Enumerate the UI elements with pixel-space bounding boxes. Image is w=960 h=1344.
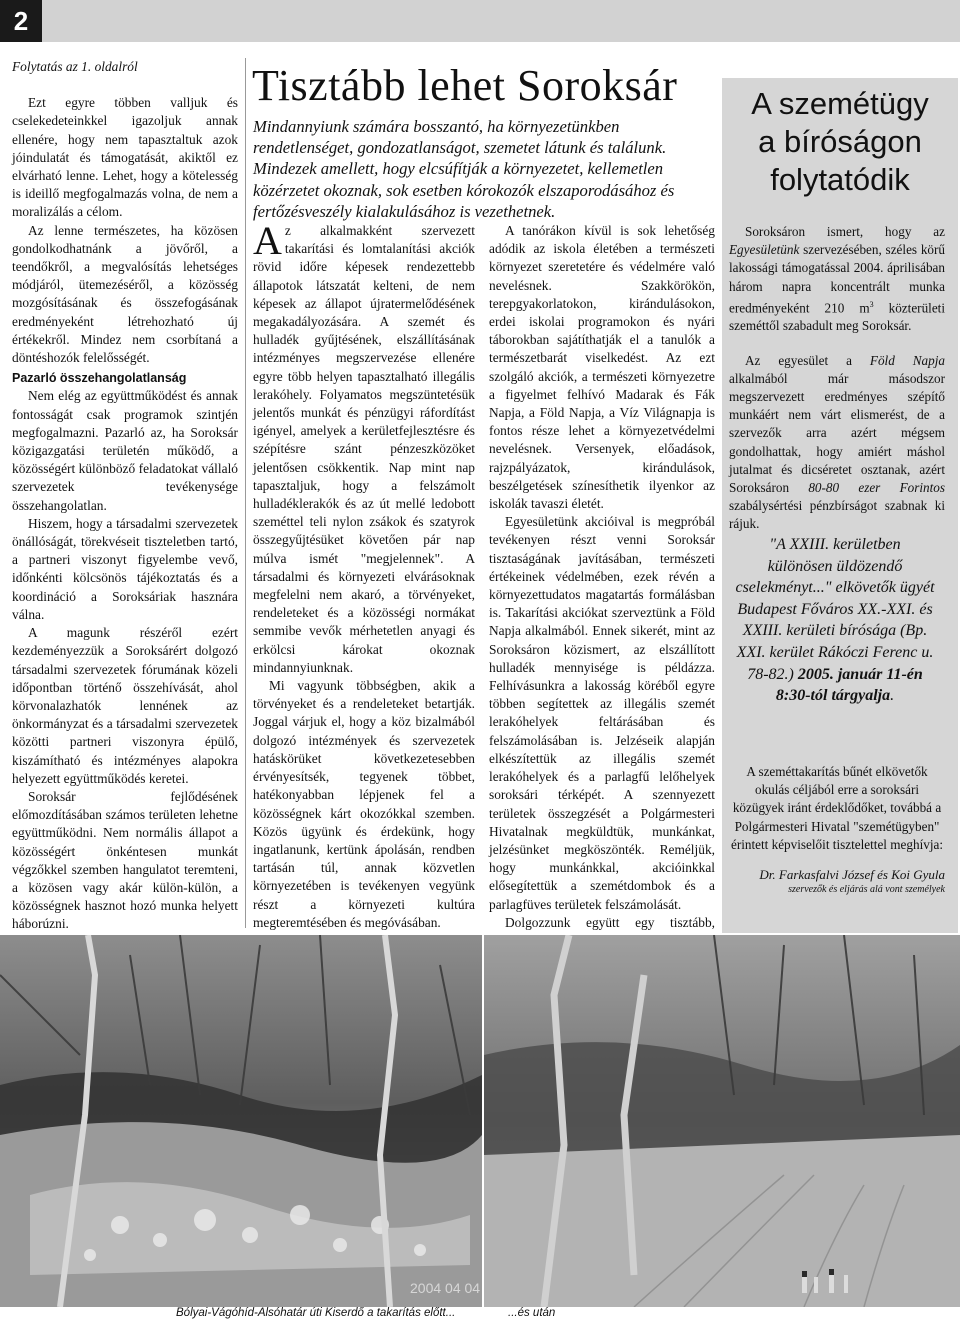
sidebar-signers-role: szervezők és eljárás alá vont személyek: [788, 884, 945, 895]
left-article: [12, 58, 238, 992]
photo-after-image: [484, 935, 960, 1307]
left-subheading: Pazarló összehangolatlanság: [12, 371, 187, 386]
photo-caption-after: ...és után: [508, 1307, 556, 1319]
photo-before-image: [0, 935, 482, 1307]
main-paragraph: Mi vagyunk többségben, akik a törvényeket és a rendeleteket betartják. Joggal várjuk el, hogy a köz bizalmából dolgozó intézmények és szervezetek hatáskörüket következetesebben érvényesítsék, tegyenek többet, hatékonyabban lépjenek fel a közösségnek kárt okozókkal szemben. Közös ügyünk és érdekünk, hogy ingatlanunk, kertünk ápolásán, rendben tartásán túl, annak közvetlen környezetében is tevékenyen vegyünk részt a környezeti kultúra megteremtésében és megóvásában.: [253, 678, 475, 930]
text-run: Egyesületünk: [729, 242, 800, 258]
text-run: szervezésében, széles körű lakossági támogatással 2004. áprilisában három napra koncentrált munka eredményeként 210 m: [729, 242, 945, 316]
text-run: alkalmából már másodszor megszervezett eredményes szépítő munkáért nem várt elismerést, de a szervezők arra azért mégsem gondolhattak, hogy amiért máshol jutalmat és dicséretet osztanak, azért Soroksáron: [729, 370, 945, 496]
main-first-paragraph-text: z alkalmakként szervezett takarítási és lomtalanítási akciók rövid időre képesek rendezettebb állapotok látszatát kelteni, de nem képesek az állapot újratermelődésének megakadályozására. A szemét és hulladék gyűjtésének, elszállításának intézményes megszervezése ellenére egyre több helyen tapasztalható illegális lerakóhely. Folyamatos megszüntetésük jelentős munkát és pénzügyi ráfordítást igényel, amelyek a kerületfejlesztésre és szépítésre szánt pénzeszközöket jelentősen csökkentik. Nap mint nap tapasztaljuk, hogy a felszámolt hulladéklerakók és az út mellé ledobott szeméttel teli nylon zsákok és szatyrok összegyűjtésüket követően pár nap múlva ismét "megjelennek". A társadalmi és környezeti elvárásoknak megfelelni nem akaró, a törvényeket, rendeleteket és a közösségi normákat semmibe vevők mérhetetlen anyagi és erkölcsi károkat okoznak mindannyiunknak.: [253, 223, 475, 675]
sidebar-text: [729, 223, 945, 534]
continuation-note: Folytatás az 1. oldalról: [12, 59, 138, 74]
text-run: 3: [869, 299, 874, 309]
dropcap-letter: A: [253, 218, 282, 263]
text-run: szabálysértési pénzbírságot szabnak ki rájuk.: [729, 498, 945, 532]
page-header-bar: [0, 0, 960, 42]
left-paragraph: Nem elég az együttműködést és annak fontosságát csak programok szintjén megfogalmazni. Pazarló az, ha Soroksár közigazgatási területén működő, a közösségért különböző feladatokat vállaló szervezetek tevékenysége összehangolatlan.: [12, 388, 238, 513]
main-article-column-2: [489, 222, 715, 1009]
sidebar-title-line: folytatódik: [770, 162, 910, 197]
photo-after-cleanup: [484, 935, 960, 1307]
left-paragraph: A magunk részéről ezért kezdeményezzük a Soroksárért dolgozó társadalmi szervezetek fórumának közeli időpontban történő összehívását, ahol körvonalazhatók lennének az önkormányzat és a társadalmi szervezetek közötti partneri viszonyra épülő, kiszámítható és intézményes alapokra helyezett együttműködés keretei.: [12, 625, 238, 786]
text-run: Föld Napja: [869, 352, 945, 368]
sidebar-title-line: A szemétügy: [751, 86, 929, 121]
callout-date: 2005. január 11-én: [797, 665, 923, 683]
column-divider: [245, 58, 246, 928]
callout-time: 8:30-tól tárgyalja: [775, 687, 891, 705]
sidebar-paragraph: [729, 352, 945, 534]
callout-end: .: [890, 687, 895, 705]
sidebar-title-line: a bíróságon: [758, 124, 922, 159]
sidebar-signers: Dr. Farkasfalvi József és Koi Gyula: [759, 867, 945, 882]
sidebar-closing: A szeméttakarítás bűnét elkövetők okulás céljából erre a soroksári közügyek iránt érdeklődőket, továbbá a Polgármesteri Hivatal "szemétügyben" érintett képviselőit tisztelettel meghívja:: [730, 764, 944, 852]
photo-caption-before: Bólyai-Vágóhíd-Alsóhatár úti Kiserdő a takarítás előtt...: [176, 1307, 456, 1319]
main-paragraph: Egyesületünk akcióival is megpróbál tevékenyen részt venni Soroksár tisztaságának javításában, természeti értékeinek védelmében, ezek révén a környezettudatos magatartás formálásban is. Takarítási akciókat szerveztünk a Föld Napja alkalmából. Ennek sikerét, mint az Soroksáron közismert, az elszállított hulladék mennyisége is példázza. Felhívásunkra a lakosság köréből egyre többen segítettek az illegális szemét lerakóhelyek feltárásában és felszámolásában is. Jelzéseik alapján elkészítettük az illegális szemét lerakóhelyek és a parlagfű lelőhelyek soroksári térképét. A szennyezett területek összegzését a Polgármesteri Hivatalnak megküldtük, munkánkat, jelzésünket megköszönték. Reméljük, hogy munkánkkal, akcióinkkal elősegítettük a szemétdombok és a parlagfüves területek felszámolását.: [489, 514, 715, 912]
callout-text: "A XXIII. kerületben különösen üldözendő cselekményt..." elkövetők ügyét Budapest Főváros XX.-XXI. és XXIII. kerületi bírósága (Bp. XXI. kerület Rákóczi Ferenc u. 78-82.): [735, 536, 935, 683]
court-callout: [735, 534, 935, 707]
main-first-paragraph: [253, 218, 475, 677]
left-paragraph: Hiszem, hogy a társadalmi szervezetek önállóságát, törekvéseit tiszteletben tartó, a partneri viszonyt figyelembe vevő, időnkénti kölcsönös tájékoztatás és a koordináció a Soroksáriak hasznára válna.: [12, 515, 238, 622]
left-paragraph: Az lenne természetes, ha közösen gondolkodhatnánk a jövőről, a teendőkről, a megvalósítás lehetséges módjáról, ütemezéséről, a közösség mozgósításának és összefogásának eredményeként létrehozható új értékekről. Mindez nem csorbítaná a döntéshozók felelősségét.: [12, 222, 238, 366]
article-lead: Mindannyiunk számára bosszantó, ha környezetünkben rendetlenséget, gondozatlanságot, szemetet látunk és találunk. Mindezek amellett, hogy elcsúfítják a környezetet, kellemetlen közérzetet okoznak, sok esetben kórokozók elszaporodásához és fertőzésveszély kialakulásához is vezethetnek.: [253, 117, 675, 221]
photo-before-cleanup: [0, 935, 482, 1307]
text-run: Az egyesület a: [745, 352, 870, 368]
photo-date-stamp: 2004 04 04: [410, 1280, 481, 1296]
main-paragraph: A tanórákon kívül is sok lehetőség adódik az iskola életében a természeti környezet szeretetére és védelmére való nevelésnek. Szakkörökön, terepgyakorlatokon, kirándulásokon, erdei iskolai programokon és nyári táborokban sajátíthatják el a tanulók a természetbarát viselkedést. Az ezt szolgáló akciók, a természeti környezetre a figyelmet felhívó Madarak és Fák Napja, a Föld Napja, a Víz Világnapja is fontos része lehet a környezetvédelmi nevelésnek. Versenyek, előadások, rajzpályázatok, kirándulások, beszélgetések színesíthetik ilyenkor az iskolák tavaszi életét.: [489, 223, 715, 512]
text-run: közterületi szeméttől szabadult meg Soroksár.: [729, 300, 946, 334]
sidebar-paragraph: [729, 223, 945, 336]
main-paragraph: Dolgozzunk együtt egy tisztább,: [505, 914, 715, 930]
left-paragraph: Soroksár fejlődésének előmozdításában számos területen lehetne együttműködni. Nem normális állapot a közösségért önkéntesen munkát végzőkkel szemben hangulatot teremteni, a közösen vagy akár külön-külön, a közösségnek hasznot hozó munka helyett háborúzni.: [12, 788, 238, 932]
main-article-column-1: [253, 218, 475, 1023]
sidebar-title: [722, 85, 958, 199]
text-run: Soroksáron ismert, hogy az: [745, 224, 945, 239]
left-paragraph: Ezt egyre többen valljuk és cselekedeteinkkel igazoljuk annak ellenére, hogy nem tapasztaltuk azok jóindulatát és támogatását, akiktől ez elvárható lenne. Lehet, hogy a kötelesség is ideillő megfogalmazás volna, de nem a moralizálás a célom.: [12, 95, 238, 220]
page-number: 2: [0, 0, 42, 42]
article-headline: Tisztább lehet Soroksár: [252, 61, 678, 110]
text-run: 80-80 ezer Forintos: [808, 480, 945, 496]
sidebar-signature: [729, 866, 945, 897]
